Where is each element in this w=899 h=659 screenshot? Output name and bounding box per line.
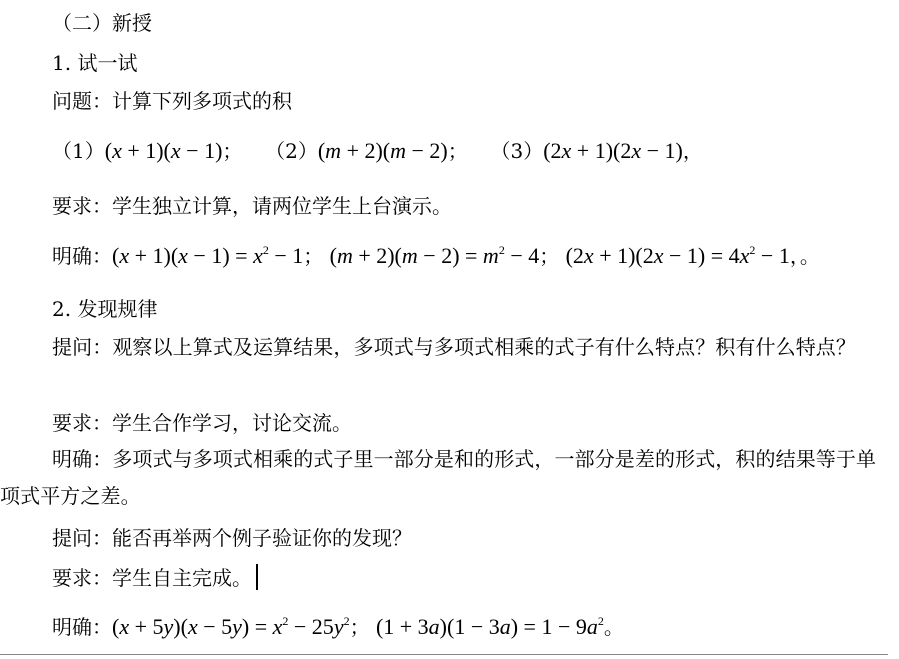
- subsection-title-2: 2. 发现规律: [52, 297, 158, 321]
- problem-expr-2: (m + 2)(m − 2): [317, 138, 448, 163]
- requirement-text-3: 学生自主完成。: [112, 566, 252, 590]
- answer-text-2: 多项式与多项式相乘的式子里一部分是和的形式，一部分是差的形式，积的结果等于单项式平方之差。: [0, 447, 877, 508]
- answer-expr-1: $(x + 1)(x - 1) = x^2 - 1$: [112, 243, 304, 268]
- bottom-rule: [0, 654, 888, 655]
- answer-expr-2: $(m + 2)(m - 2) = m^2 - 4$: [329, 243, 540, 268]
- ask-label-1: 提问：: [52, 335, 113, 359]
- answer-label-2: 明确：: [52, 447, 113, 471]
- requirement-line-2: [0, 410, 899, 436]
- ask-line-2: [0, 525, 899, 551]
- problem-expr-3: (2x + 1)(2x − 1): [543, 138, 683, 163]
- text-cursor[interactable]: [256, 564, 258, 590]
- requirement-label: 要求：: [52, 194, 112, 218]
- requirement-line-1: [0, 193, 899, 219]
- ask-label-2: 提问：: [52, 526, 112, 550]
- section-heading: （二）新授: [52, 11, 152, 35]
- answer-expr-3: $(2x + 1)(2x - 1) = 4x^2 - 1$: [565, 243, 790, 268]
- question-line: [0, 88, 899, 114]
- problem-item-2: （2）(m + 2)(m − 2)；: [265, 138, 468, 163]
- answer-expr-4: $(x + 5y)(x - 5y) = x^2 - 25y^2$: [112, 614, 350, 639]
- requirement-label-3: 要求：: [52, 566, 112, 590]
- ask-paragraph-1: [0, 329, 888, 366]
- answer-expr-5: $(1 + 3a)(1 - 3a) = 1 - 9a^2$: [375, 614, 604, 639]
- problem-expr-1: (x + 1)(x − 1): [104, 138, 223, 163]
- requirement-line-3: [0, 564, 899, 591]
- answer-line-1: 明确：$(x + 1)(x - 1) = x^2 - 1$； $(m + 2)(m - 2) = m^2 - 4$； $(2x + 1)(2x - 1) = 4x^2 - 1$，。: [52, 243, 820, 268]
- ask-text-1: 观察以上算式及运算结果，多项式与多项式相乘的式子有什么特点？积有什么特点？: [112, 335, 857, 359]
- ask-text-2: 能否再举两个例子验证你的发现？: [112, 526, 412, 550]
- subsection-title-1: 1. 试一试: [52, 51, 138, 75]
- problem-list: [0, 138, 899, 164]
- answer-label-3: 明确：: [52, 615, 112, 639]
- answer-paragraph-2: [0, 441, 888, 515]
- requirement-text-2: 学生合作学习，讨论交流。: [112, 411, 352, 435]
- answer-label: 明确：: [52, 244, 112, 268]
- problem-item-1: （1）(x + 1)(x − 1)；: [52, 138, 243, 163]
- requirement-text: 学生独立计算，请两位学生上台演示。: [112, 194, 452, 218]
- question-label: 问题：: [52, 89, 112, 113]
- problem-item-3: （3）(2x + 1)(2x − 1)，: [490, 138, 703, 163]
- question-text: 计算下列多项式的积: [112, 89, 292, 113]
- answer-line-3: 明确：$(x + 5y)(x - 5y) = x^2 - 25y^2$； $(1 + 3a)(1 - 3a) = 1 - 9a^2$。: [52, 614, 624, 639]
- requirement-label-2: 要求：: [52, 411, 112, 435]
